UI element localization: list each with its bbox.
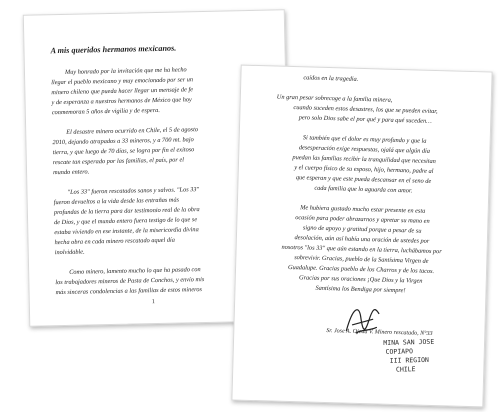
text-line: rescate tan esperado por las familias, el país, por el [52, 156, 185, 167]
text-line: inolvidable. [54, 248, 85, 257]
text-line: Como minero, lamento mucho lo que ha pasado con [69, 266, 201, 276]
paragraph-6 [256, 132, 472, 198]
text-line: fueron devueltos a la vida desde las entrañas más [53, 196, 180, 207]
paragraph-7 [253, 202, 469, 298]
text-line: que esperan y que este pueda descansar en el seno de [295, 174, 432, 185]
text-line: minero chileno que pueda hacer llegar un mensaje de fe [51, 86, 194, 97]
text-line: desolación, aún así había una oración de ustedes por [294, 234, 430, 245]
text-line: Santísima los Bendiga por siempre! [315, 284, 406, 295]
text-line: y de esperanza a nuestros hermanos de México que hoy [51, 96, 192, 107]
page-number: 1 [151, 299, 155, 306]
text-line: y el cuerpo físico de su esposo, hijo, hermano, padre al [294, 164, 434, 175]
text-line: puedan las familias recibir la tranquilidad que necesitan [292, 154, 436, 166]
text-line: conmemoran 5 años de vigilia y de espera. [51, 106, 160, 117]
text-line: más sinceras condolencias a las familias de estos mineros [55, 286, 202, 297]
text-line: cada familia que lo aguarda con amor. [314, 184, 413, 195]
letter-salutation: A mis queridos hermanos mexicanos. [50, 43, 177, 56]
text-line: hecha obra en cada minero rescatado aquel día [54, 236, 175, 247]
text-line: los trabajadores mineros de Pasta de Conchos, y envío mis [55, 276, 205, 287]
paragraph-1 [51, 64, 266, 118]
text-line: El desastre minero ocurrido en Chile, el 5 de agosto [66, 126, 199, 136]
text-line: Guadalupe. Gracias pueblo de los Charros y de los tacos. [287, 263, 435, 276]
text-line: pero solo Dios sabe el por qué y para qué suceden… [298, 114, 432, 125]
text-line: estaba viviendo en ese instante, de la misericordia divina [54, 226, 199, 237]
text-line: tierra, y que luego de 70 días, se logra por fin el exitoso [52, 146, 195, 157]
text-line: cuando suceden estos desastres, los que se pueden evitar, [293, 104, 438, 116]
text-line: sobrevivir. Gracias, pueblo de la Santísima Virgen de [294, 254, 429, 265]
text-line: nosotros "los 33" que aún estando en la tierra, luchábamos por [281, 243, 442, 256]
text-line: Gracias por sus oraciones ¡Que Dios y la Virgen [298, 274, 423, 285]
text-line: Me hubiera gustado mucho estar presente en esta [300, 204, 426, 215]
text-line: signo de apoyo y gratitud porque a pesar de su [302, 224, 422, 235]
address-line: III REGION [389, 355, 429, 365]
text-line: Un gran pesar sobrecoge a la familia minera, [276, 93, 393, 104]
text-line: llegar el pueblo mexicano y muy emocionado por ser un [51, 76, 194, 87]
text-line: ocasión para poder abrazarnos y apretar su mano en [295, 214, 430, 225]
text-line: 2010, dejando atrapados a 33 mineros, y a 700 mt. bajo [52, 136, 194, 147]
text-line: Si también que el dolor es muy profundo y que la [302, 134, 427, 145]
text-line: profundas de la tierra para dar testimonio real de la obra [53, 206, 200, 217]
text-line: caídos en la tragedia. [303, 74, 359, 83]
text-line: mundo entero. [53, 168, 90, 177]
letter-page-2 [231, 65, 492, 408]
paragraph-2 [52, 124, 267, 178]
text-line: desesperación exige respuestas, ojalá que algún día [298, 144, 431, 155]
text-line: "Los 33" fueron rescatados sanos y salvos. "Los 33" [67, 186, 200, 196]
address-line: MINA SAN JOSE [383, 337, 435, 347]
address-line: COPIAPO [385, 347, 414, 356]
text-line: Muy honrado por la invitación que me ha hecho [64, 66, 187, 76]
address-line: CHILE [395, 365, 416, 374]
handwritten-address [383, 338, 435, 375]
text-line: de Dios, y que el mundo entero fuera testigo de lo que se [54, 216, 198, 227]
signature-line: Sr. Jose A. Ojeda V. Minero rescatado, N°33 [326, 328, 433, 338]
